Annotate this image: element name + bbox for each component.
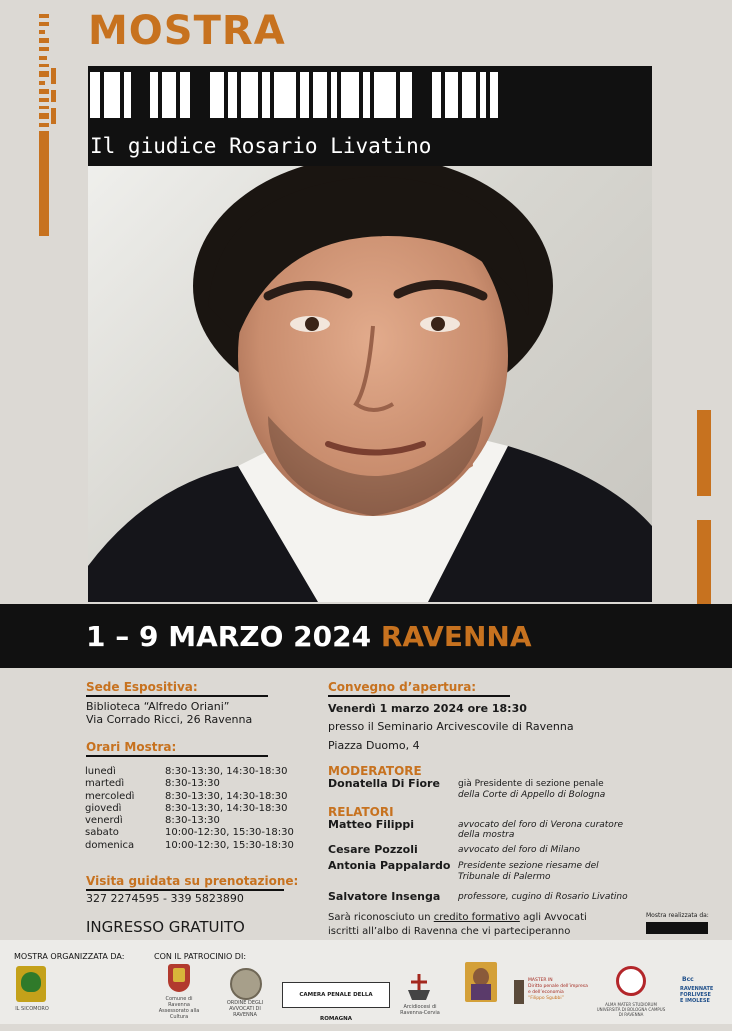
event-dates: 1 – 9 MARZO 2024 (86, 620, 372, 653)
master-title: MASTER IN (528, 978, 553, 983)
relatore-role: della mostra (458, 830, 515, 840)
sicomoro-logo (16, 966, 46, 1002)
convegno-heading: Convegno d’apertura: (328, 680, 477, 694)
visita-phones: 327 2274595 - 339 5823890 (86, 892, 244, 905)
sede-heading: Sede Espositiva: (86, 680, 198, 694)
convegno-rule (328, 695, 510, 697)
moderatore-role-2: della Corte di Appello di Bologna (458, 790, 606, 800)
comune-crest-icon (168, 964, 190, 992)
sicomoro-caption: IL SICOMORO (15, 1006, 49, 1012)
moderatore-role-1: già Presidente di sezione penale (458, 779, 604, 789)
master-name: Diritto penale dell’impresa e dell’economia (528, 984, 588, 995)
organizzata-label: MOSTRA ORGANIZZATA DA: (14, 952, 125, 961)
hours-row (85, 791, 294, 803)
realizzata-label: Mostra realizzata da: (646, 912, 709, 919)
hours-row (85, 766, 294, 778)
visita-heading: Visita guidata su prenotazione: (86, 874, 299, 888)
relatore-role: Tribunale di Palermo (458, 872, 551, 882)
hours-value: 8:30-13:30, 14:30-18:30 (165, 766, 288, 777)
portrait-photo (88, 166, 652, 602)
credito-text: agli Avvocati (519, 912, 587, 923)
arcidiocesi-cross-icon (406, 972, 432, 1002)
hours-row (85, 827, 294, 839)
hours-day: giovedì (85, 802, 122, 814)
hours-row (85, 815, 294, 827)
hours-day: mercoledì (85, 790, 135, 802)
saint-icon-image (465, 962, 497, 1002)
credito-text: Sarà riconosciuto un (328, 912, 434, 923)
redacted-creator-logo (646, 922, 708, 934)
hours-day: sabato (85, 827, 119, 839)
sede-line-1: Biblioteca “Alfredo Oriani” (86, 700, 230, 713)
hours-value: 10:00-12:30, 15:30-18:30 (165, 839, 294, 851)
arcidiocesi-caption: Arcidiocesi di Ravenna-Cervia (400, 1004, 440, 1016)
unibo-caption: ALMA MATER STUDIORUM UNIVERSITÀ DI BOLOGNA CAMPUS DI RAVENNA (596, 1002, 666, 1017)
hours-value: 8:30-13:30, 14:30-18:30 (165, 790, 288, 802)
bcc-logo: Bcc (682, 976, 694, 983)
moderatore-heading: MODERATORE (328, 764, 422, 778)
master-caption (528, 978, 588, 1002)
bcc-line: RAVENNATE (680, 986, 714, 992)
unibo-seal-icon (616, 966, 646, 996)
relatore-name: Salvatore Insenga (328, 890, 441, 903)
sede-rule (86, 695, 268, 697)
convegno-address: Piazza Duomo, 4 (328, 739, 420, 752)
master-figure-icon (514, 980, 524, 1004)
hours-value: 8:30-13:30 (165, 815, 220, 827)
relatore-role: avvocato del foro di Milano (458, 845, 580, 855)
relatore-name: Antonia Pappalardo (328, 859, 451, 872)
date-line (86, 620, 532, 653)
hours-value: 10:00-12:30, 15:30-18:30 (165, 827, 294, 839)
sede-line-2: Via Corrado Ricci, 26 Ravenna (86, 713, 253, 726)
event-city: RAVENNA (380, 620, 532, 653)
comune-caption: Comune di Ravenna Assessorato alla Cultura (158, 996, 200, 1020)
visita-rule (86, 889, 284, 891)
convegno-where: presso il Seminario Arcivescovile di Ravenna (328, 720, 574, 733)
credito-line-1 (328, 912, 587, 923)
hours-value: 8:30-13:30 (165, 778, 220, 790)
bcc-line: FORLIVESE (680, 992, 711, 998)
relatore-name: Cesare Pozzoli (328, 843, 418, 856)
relatore-name: Matteo Filippi (328, 818, 415, 831)
credito-line-2: iscritti all’albo di Ravenna che vi parteciperanno (328, 926, 571, 937)
hours-row (85, 803, 294, 815)
patrocinio-label: CON IL PATROCINIO DI: (154, 952, 247, 961)
moderatore-name: Donatella Di Fiore (328, 777, 440, 790)
subtitle: Il giudice Rosario Livatino (90, 134, 432, 158)
relatore-role: avvocato del foro di Verona curatore (458, 820, 624, 830)
hours-day: lunedì (85, 766, 116, 777)
bcc-line: E IMOLESE (680, 998, 710, 1004)
convegno-when: Venerdì 1 marzo 2024 ore 18:30 (328, 702, 527, 715)
camera-penale-logo: CAMERA PENALE DELLA ROMAGNA (282, 982, 390, 1008)
credito-formativo-link[interactable]: credito formativo (433, 912, 520, 923)
ordine-seal-icon (230, 968, 262, 1000)
hours-day: domenica (85, 839, 135, 851)
relatore-role: professore, cugino di Rosario Livatino (458, 892, 628, 902)
hours-value: 8:30-13:30, 14:30-18:30 (165, 802, 288, 814)
hours-day: martedì (85, 778, 125, 790)
hours-table (85, 766, 294, 852)
mostra-heading: MOSTRA (88, 8, 286, 54)
hours-row (85, 778, 294, 790)
hours-day: venerdì (85, 815, 123, 827)
relatori-heading: RELATORI (328, 805, 394, 819)
bcc-caption (680, 986, 713, 1004)
ordine-caption: ORDINE DEGLI AVVOCATI DI RAVENNA (226, 1000, 264, 1018)
master-subtitle: “Filippo Sgubbi” (528, 996, 564, 1001)
orari-heading: Orari Mostra: (86, 740, 177, 754)
hours-row (85, 840, 294, 852)
relatore-role: Presidente sezione riesame del (458, 861, 599, 871)
ingresso-gratuito: INGRESSO GRATUITO (86, 918, 245, 936)
orari-rule (86, 755, 268, 757)
